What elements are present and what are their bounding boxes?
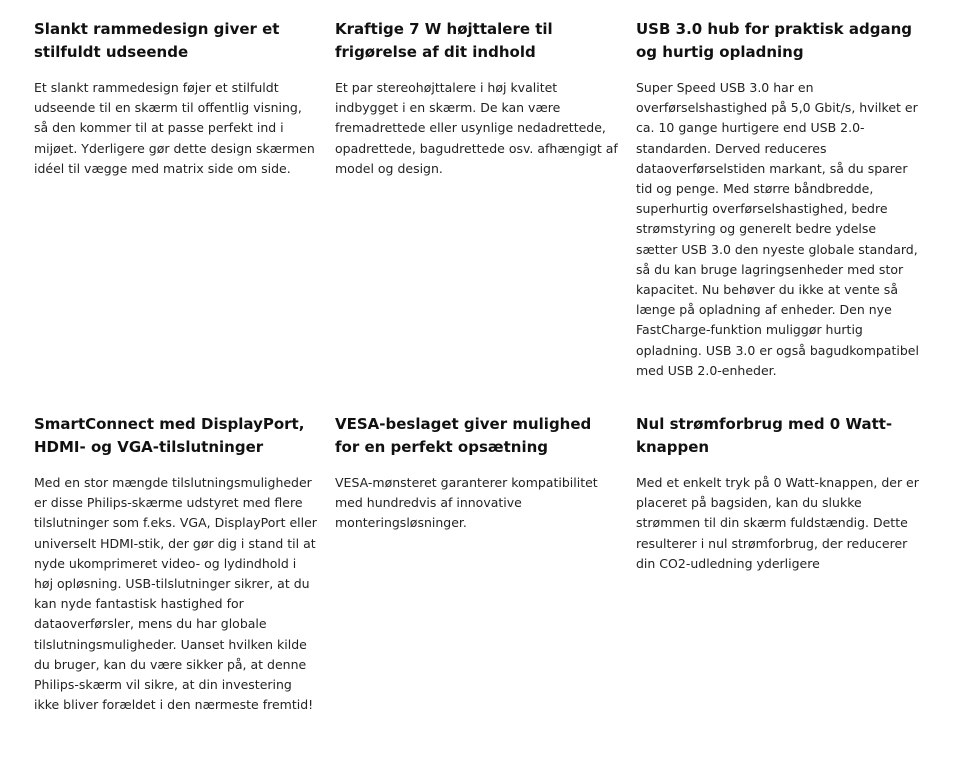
feature-title: Nul strømforbrug med 0 Watt-knappen [636, 415, 893, 457]
feature-title: USB 3.0 hub for praktisk adgang og hurtig opladning [636, 20, 913, 61]
feature-title: SmartConnect med DisplayPort, HDMI- og VGA-tilslutninger [34, 415, 305, 457]
feature-smartconnect [34, 413, 319, 715]
feature-description: Et slankt rammedesign føjer et stilfuldt udseende til en skærm til offentlig visning, så den kommer til at passe perfekt ind i mijøet. Yderligere gør dette design skærmen idéel til vægge med matrix side om side. [34, 80, 315, 176]
feature-description: Et par stereohøjttalere i høj kvalitet indbygget i en skærm. De kan være fremadrettede eller usynlige nedadrettede, opadrettede, bagudrettede osv. afhængigt af model og design. [335, 80, 618, 176]
feature-title: Slankt rammedesign giver et stilfuldt udseende [34, 20, 280, 61]
feature-zero-watt [636, 413, 921, 715]
feature-title: Kraftige 7 W højttalere til frigørelse af dit indhold [335, 20, 553, 61]
feature-title: VESA-beslaget giver mulighed for en perfekt opsætning [335, 415, 592, 457]
feature-grid [34, 18, 934, 715]
feature-speakers [335, 18, 620, 381]
feature-vesa-mount [335, 413, 620, 715]
feature-usb-hub [636, 18, 921, 381]
feature-description: Med en stor mængde tilslutningsmuligheder er disse Philips-skærme udstyret med flere tilslutninger som f.eks. VGA, DisplayPort eller universelt HDMI-stik, der gør dig i stand til at nyde ukomprimeret video- og lydindhold i høj opløsning. USB-tilslutninger sikrer, at du kan nyde fantastisk hastighed for dataoverførsler, mens du har globale tilslutningsmuligheder. Uanset hvilken kilde du bruger, kan du være sikker på, at denne Philips-skærm vil sikre, at din investering ikke bliver forældet i den nærmeste fremtid! [34, 475, 317, 713]
feature-description: Super Speed USB 3.0 har en overførselshastighed på 5,0 Gbit/s, hvilket er ca. 10 gange hurtigere end USB 2.0-standarden. Derved reduceres dataoverførselstiden markant, så du sparer tid og penge. Med større båndbredde, superhurtig overførselshastighed, bedre strømstyring og generelt bedre ydelse sætter USB 3.0 den nyeste globale standard, så du kan bruge lagringsenheder med stor kapacitet. Nu behøver du ikke at vente så længe på opladning af enheder. Den nye FastCharge-funktion muliggør hurtig opladning. USB 3.0 er også bagudkompatibel med USB 2.0-enheder. [636, 80, 919, 378]
feature-slim-bezel [34, 18, 319, 381]
feature-description: Med et enkelt tryk på 0 Watt-knappen, der er placeret på bagsiden, kan du slukke strømmen til din skærm fuldstændig. Dette resulterer i nul strømforbrug, der reducerer din CO2-udledning yderligere [636, 475, 919, 571]
feature-description: VESA-mønsteret garanterer kompatibilitet med hundredvis af innovative monteringsløsninger. [335, 475, 598, 531]
